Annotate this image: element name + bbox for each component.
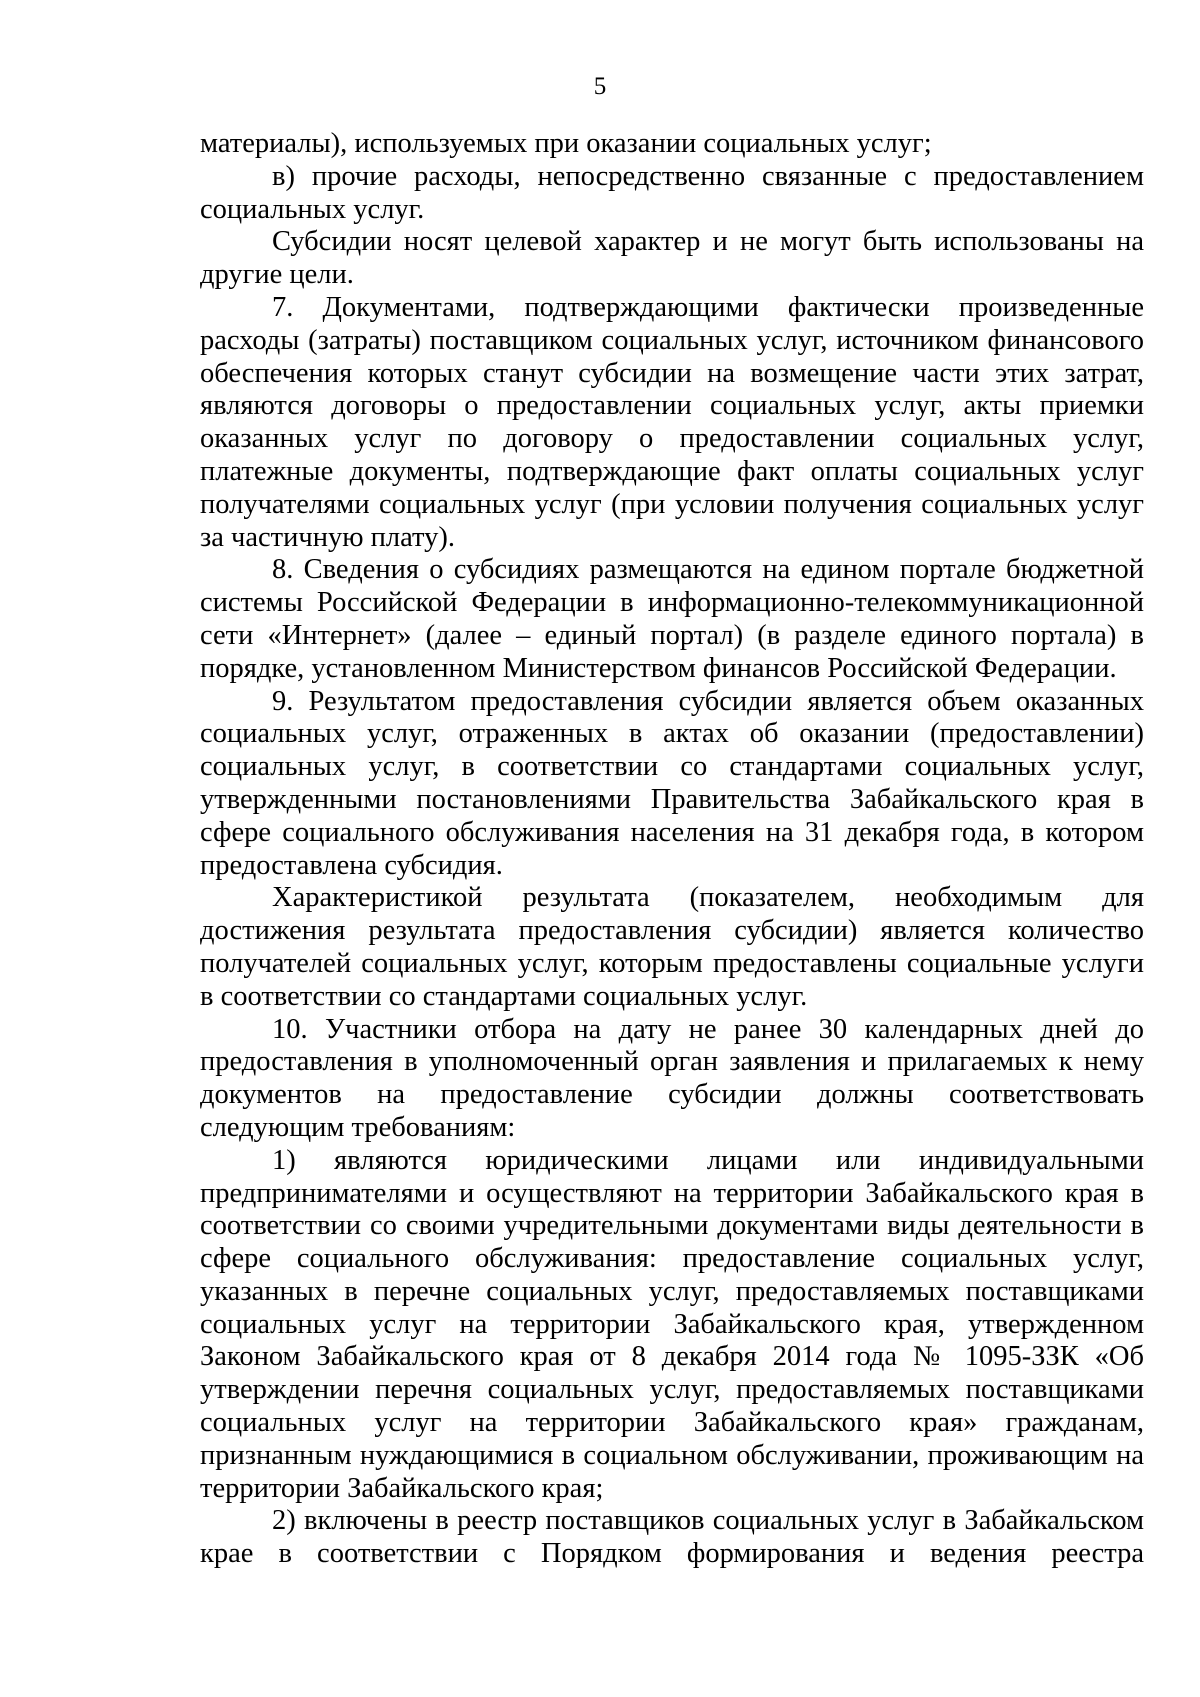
page-number: 5 [593, 73, 607, 100]
paragraph-9: 9. Результатом предоставления субсидии является объем оказанных социальных услуг, отраженных в актах об оказании (предоставлении) социальных услуг, в соответствии со стандартами социальных услуг, утвержденными постановлениями Правительства Забайкальского края в сфере социального обслуживания населения на 31 декабря года, в котором предоставлена субсидия. [200, 685, 1144, 881]
paragraph-continuation: материалы), используемых при оказании социальных услуг; [200, 128, 932, 159]
paragraph-requirement-1: 1) являются юридическими лицами или индивидуальными предпринимателями и осуществляют на территории Забайкальского края в соответствии со своими учредительными документами виды деятельности в сфере социального обслуживания: предоставление социальных услуг, указанных в перечне социальных услуг, предоставляемых поставщиками социальных услуг на территории Забайкальского края, утвержденном Законом Забайкальского края от 8 декабря 2014 года № 1095-ЗЗК «Об утверждении перечня социальных услуг, предоставляемых поставщиками социальных услуг на территории Забайкальского края» гражданам, признанным нуждающимися в социальном обслуживании, проживающим на территории Забайкальского края; [200, 1144, 1144, 1504]
paragraph-item-v: в) прочие расходы, непосредственно связанные с предоставлением социальных услуг. [200, 160, 1144, 225]
paragraph-8: 8. Сведения о субсидиях размещаются на едином портале бюджетной системы Российской Федерации в информационно-телекоммуникационной сети «Интернет» (далее – единый портал) (в разделе единого портала) в порядке, установленном Министерством финансов Российской Федерации. [200, 554, 1144, 684]
paragraph-subsidies-purpose: Субсидии носят целевой характер и не могут быть использованы на другие цели. [200, 226, 1144, 291]
paragraph-requirement-2: 2) включены в реестр поставщиков социальных услуг в Забайкальском крае в соответствии с Порядком формирования и ведения реестра [200, 1505, 1144, 1570]
paragraph-result-characteristic: Характеристикой результата (показателем, необходимым для достижения результата предоставления субсидии) является количество получателей социальных услуг, которым предоставлены социальные услуги в соответствии со стандартами социальных услуг. [200, 882, 1144, 1012]
document-body [200, 128, 1144, 1571]
paragraph-10: 10. Участники отбора на дату не ранее 30 календарных дней до предоставления в уполномоченный орган заявления и прилагаемых к нему документов на предоставление субсидии должны соответствовать следующим требованиям: [200, 1013, 1144, 1143]
paragraph-7: 7. Документами, подтверждающими фактически произведенные расходы (затраты) поставщиком социальных услуг, источником финансового обеспечения которых станут субсидии на возмещение части этих затрат, являются договоры о предоставлении социальных услуг, акты приемки оказанных услуг по договору о предоставлении социальных услуг, платежные документы, подтверждающие факт оплаты социальных услуг получателями социальных услуг (при условии получения социальных услуг за частичную плату). [200, 291, 1144, 553]
